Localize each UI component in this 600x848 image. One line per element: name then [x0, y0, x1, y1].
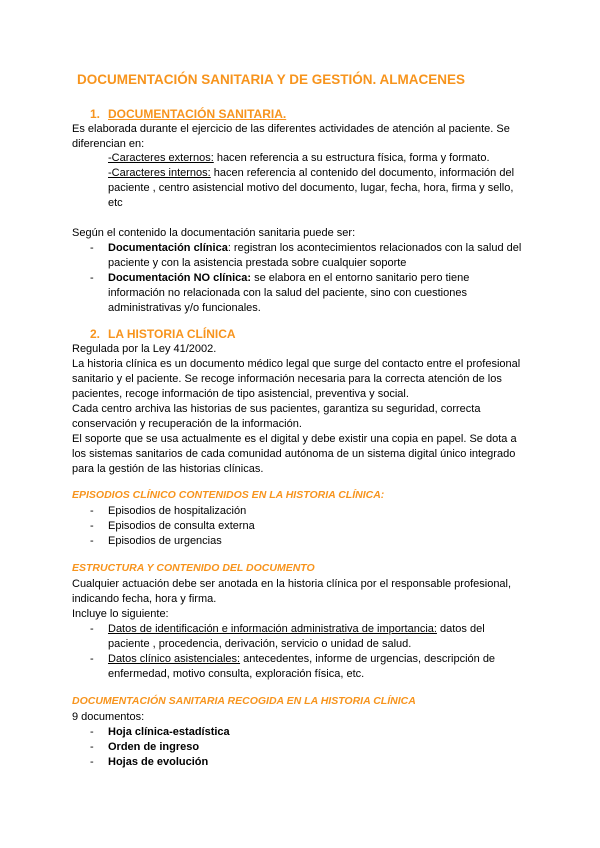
paragraph-line: Cualquier actuación debe ser anotada en la historia clínica por el responsable profesional, — [72, 578, 512, 590]
list-item: Hojas de evolución — [108, 756, 209, 768]
caracteres-externos — [108, 151, 490, 166]
bullet-glyph: - — [90, 623, 94, 635]
episodios-heading: EPISODIOS CLÍNICO CONTENIDOS EN LA HISTORIA CLÍNICA: — [72, 489, 385, 501]
section-1-title: DOCUMENTACIÓN SANITARIA. — [108, 107, 287, 121]
bullet-glyph: - — [90, 653, 94, 665]
bullet-glyph: - — [90, 535, 94, 547]
doc-no-clinica-text: se elabora en el entorno sanitario pero tiene — [251, 272, 470, 284]
paragraph-line: La historia clínica es un documento médico legal que surge del contacto entre el profesional — [72, 358, 521, 370]
list-item: Episodios de consulta externa — [108, 520, 255, 532]
bullet-glyph: - — [90, 505, 94, 517]
paragraph-line: pacientes, recoge información de tipo asistencial, preventiva y social. — [72, 388, 409, 400]
document-title: DOCUMENTACIÓN SANITARIA Y DE GESTIÓN. ALMACENES — [77, 72, 466, 87]
paragraph-line: diferencian en: — [72, 138, 145, 150]
section-2-number: 2. — [90, 327, 101, 341]
caracteres-externos-label: -Caracteres externos: — [108, 152, 214, 164]
caracteres-internos-text: hacen referencia al contenido del documento, información del — [210, 167, 515, 179]
datos-identificacion-text: datos del — [436, 623, 485, 635]
bullet-glyph: - — [90, 242, 94, 254]
paragraph-line: paciente y con la asistencia prestada sobre cualquier soporte — [108, 257, 407, 269]
section-1-number: 1. — [90, 107, 101, 121]
list-item: Episodios de hospitalización — [108, 505, 247, 517]
doc-clinica-text: : registran los acontecimientos relacionados con la salud del — [227, 242, 522, 254]
paragraph-line: los sistemas sanitarios de cada comunidad autónoma de un sistema digital único integrado — [72, 448, 516, 460]
paragraph-line: etc — [108, 197, 123, 209]
datos-clinicos-label: Datos clínico asistenciales: — [108, 653, 241, 665]
bullet-glyph: - — [90, 272, 94, 284]
paragraph-line: información no relacionada con la salud del paciente, sino con cuestiones — [108, 287, 467, 299]
datos-identificacion-label: Datos de identificación e información administrativa de importancia: — [108, 623, 437, 635]
caracteres-internos — [108, 166, 514, 181]
section-2-heading — [90, 327, 236, 341]
paragraph-line: administrativas y/o funcionales. — [108, 302, 261, 314]
list-item: Episodios de urgencias — [108, 535, 222, 547]
bullet-glyph: - — [90, 726, 94, 738]
paragraph-line: indicando fecha, hora y firma. — [72, 593, 217, 605]
paragraph-line: Incluye lo siguiente: — [72, 608, 169, 620]
paragraph-line: Es elaborada durante el ejercicio de las diferentes actividades de atención al paciente. Se — [72, 123, 510, 135]
section-2-title: LA HISTORIA CLÍNICA — [108, 327, 236, 341]
section-1-heading — [90, 107, 286, 121]
bullet-glyph: - — [90, 756, 94, 768]
recogida-heading: DOCUMENTACIÓN SANITARIA RECOGIDA EN LA HISTORIA CLÍNICA — [72, 695, 416, 707]
paragraph-line: paciente , centro asistencial motivo del documento, lugar, fecha, hora, firma y sello, — [108, 182, 514, 194]
bullet-glyph: - — [90, 741, 94, 753]
caracteres-internos-label: -Caracteres internos: — [108, 167, 211, 179]
paragraph-line: paciente , procedencia, derivación, servicio o unidad de salud. — [108, 638, 412, 650]
paragraph-line: Según el contenido la documentación sanitaria puede ser: — [72, 227, 356, 239]
doc-no-clinica-label: Documentación NO clínica: — [108, 272, 252, 284]
paragraph-line: conservación y recuperación de la información. — [72, 418, 302, 430]
list-item-datos-identificacion — [108, 622, 485, 637]
paragraph-line: para la gestión de las historias clínicas. — [72, 463, 264, 475]
paragraph-line: Cada centro archiva las historias de sus pacientes, garantiza su seguridad, correcta — [72, 403, 481, 415]
paragraph-line: sanitario y el paciente. Se recoge información necesaria para la correcta atención de los — [72, 373, 502, 385]
datos-clinicos-text: antecedentes, informe de urgencias, descripción de — [240, 653, 496, 665]
paragraph-line: Regulada por la Ley 41/2002. — [72, 343, 217, 355]
list-item-doc-clinica — [108, 241, 521, 256]
caracteres-externos-text: hacen referencia a su estructura física, forma y formato. — [213, 152, 490, 164]
paragraph-line: El soporte que se usa actualmente es el digital y debe existir una copia en papel. Se dota a — [72, 433, 517, 445]
estructura-heading: ESTRUCTURA Y CONTENIDO DEL DOCUMENTO — [72, 562, 315, 574]
paragraph-line: enfermedad, motivo consulta, exploración física, etc. — [108, 668, 365, 680]
list-item-datos-clinicos — [108, 652, 495, 667]
list-item-doc-no-clinica — [108, 271, 469, 286]
doc-clinica-label: Documentación clínica — [108, 242, 228, 254]
paragraph-line: 9 documentos: — [72, 711, 145, 723]
list-item: Hoja clínica-estadística — [108, 726, 230, 738]
list-item: Orden de ingreso — [108, 741, 200, 753]
bullet-glyph: - — [90, 520, 94, 532]
